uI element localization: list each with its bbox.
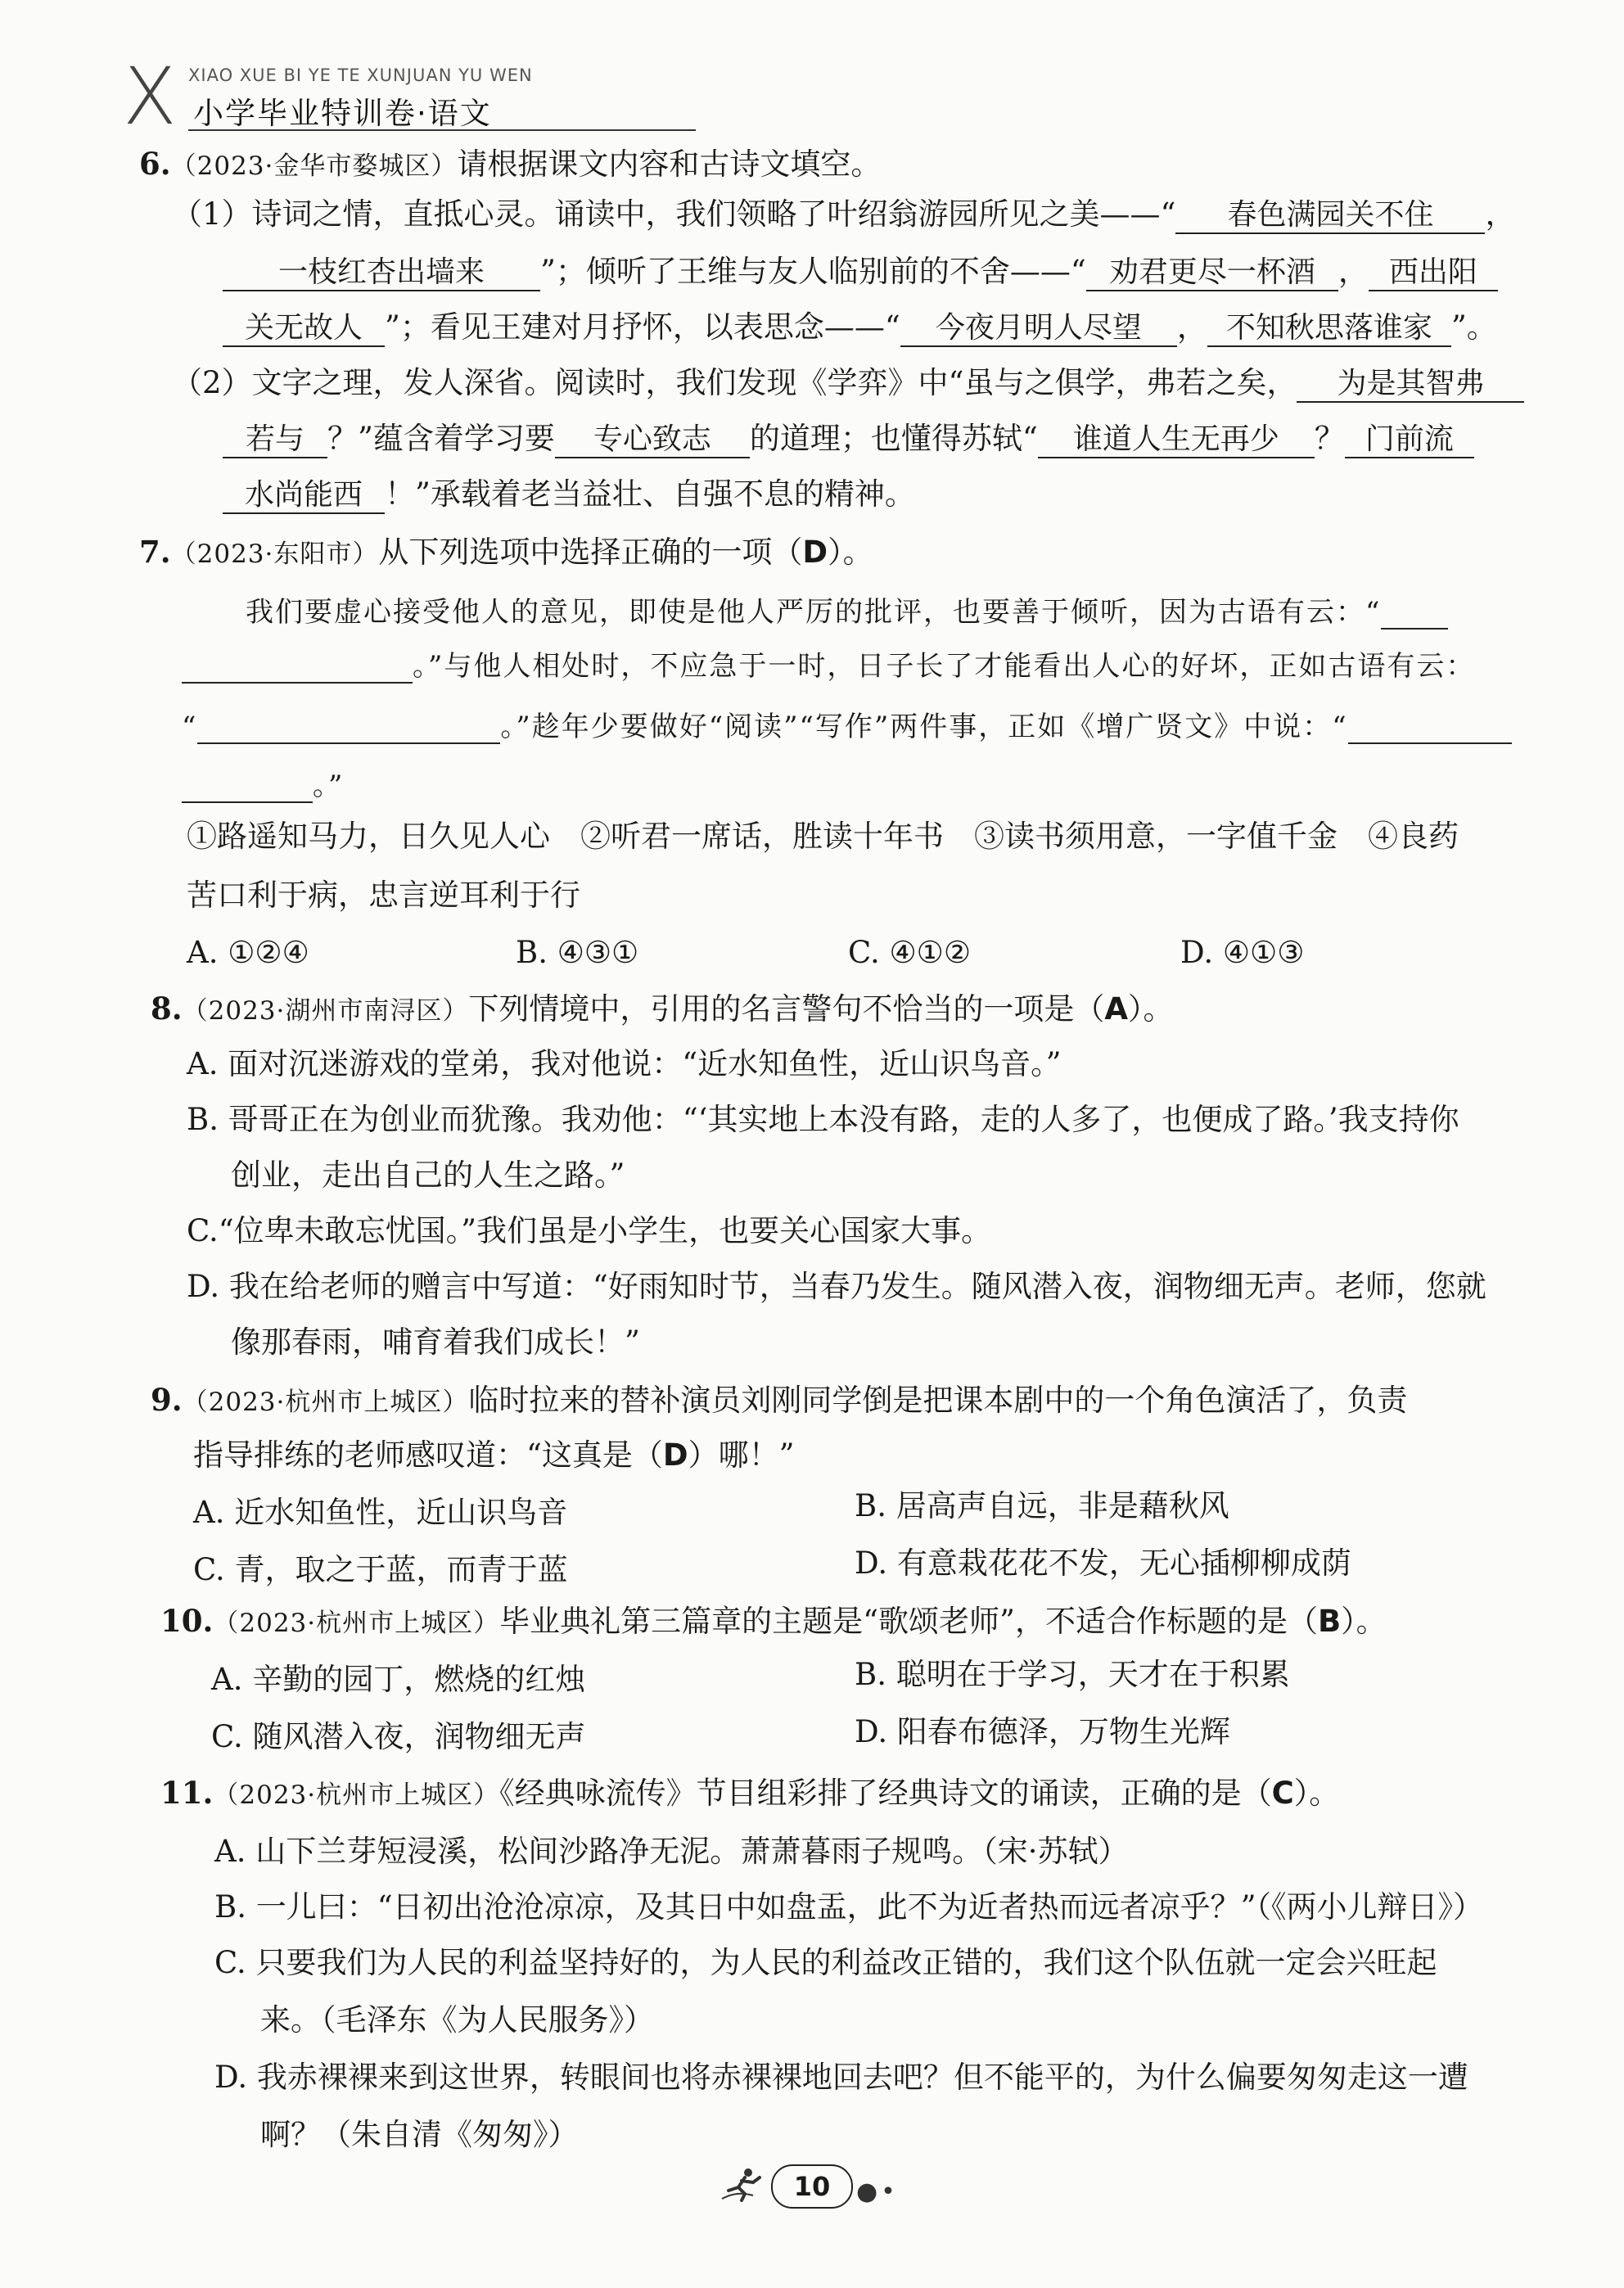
q7-option-b: B. ④③① — [516, 935, 639, 970]
q7-passage-text-2: 。”与他人相处时，不应急于一时，日子长了才能看出人心的好坏，正如古语有云： — [413, 650, 1476, 683]
q6-p1-text-c: ”；倾听了王维与友人临别前的不舍——“ — [540, 254, 1086, 289]
q7-option-c: C. ④①② — [848, 935, 972, 970]
q9-option-c: C. 青，取之于蓝，而青于蓝 — [193, 1552, 568, 1587]
q6-stem-text: 请根据课文内容和古诗文填空。 — [457, 147, 882, 182]
q7-option-d: D. ④①③ — [1180, 935, 1305, 970]
q6-p1-text-e: ”；看见王建对月抒怀，以表思念——“ — [385, 309, 900, 345]
q10-source: （2023·杭州市上城区） — [213, 1609, 500, 1638]
page-number: 10 — [771, 2164, 853, 2209]
q11-option-c-line2: 来。（毛泽东《为人民服务》） — [260, 2002, 654, 2038]
header-pinyin: XIAO XUE BI YE TE XUNJUAN YU WEN — [188, 65, 533, 85]
q7-stem-close: ）。 — [828, 535, 873, 570]
q6-p2-text-c: 的道理；也懂得苏轼“ — [749, 421, 1038, 456]
q11-answer: C — [1271, 1776, 1294, 1811]
q6-p2-answer-4b: 水尚能西 — [223, 477, 385, 514]
q6-p2-answer-4a: 门前流 — [1345, 422, 1474, 458]
q6-p2-line1 — [172, 365, 1524, 403]
q9-stem-text-2: 指导排练的老师感叹道：“这真是（ — [193, 1437, 663, 1473]
q6-p2-text-a: （2）文字之理，发人深省。阅读时，我们发现《学弈》中“虽与之俱学，弗若之矣， — [172, 365, 1297, 400]
q8-answer: A — [1104, 991, 1129, 1027]
q6-p1-answer-1: 春色满园关不住 — [1175, 197, 1485, 234]
q8-stem-text: 下列情境中，引用的名言警句不恰当的一项是（ — [468, 991, 1105, 1027]
q9-option-b: B. 居高声自远，非是藉秋风 — [855, 1488, 1229, 1523]
q8-option-b-line2: 创业，走出自己的人生之路。” — [231, 1158, 625, 1193]
page-footer — [720, 2161, 909, 2210]
q7-passage-line2 — [182, 650, 1475, 684]
q8-source: （2023·湖州市南浔区） — [182, 996, 469, 1026]
q8-option-c: C.“位卑未敢忘忧国。”我们虽是小学生，也要关心国家大事。 — [187, 1213, 992, 1248]
q6-p1-answer-4b: 关无故人 — [223, 310, 385, 347]
q11-option-c-line1: C. 只要我们为人民的利益坚持好的，为人民的利益改正错的，我们这个队伍就一定会兴旺起 — [214, 1945, 1437, 1980]
q6-p1-text-d: ， — [1338, 254, 1369, 289]
runner-icon — [720, 2166, 766, 2210]
q10-option-d: D. 阳春布德泽，万物生光辉 — [855, 1714, 1230, 1749]
q8-option-a: A. 面对沉迷游戏的堂弟，我对他说：“近水知鱼性，近山识鸟音。” — [187, 1046, 1062, 1081]
header-rule — [188, 129, 696, 131]
q7-blank-3b — [182, 774, 313, 803]
q6-p1-line2 — [223, 254, 1498, 291]
q10-option-c: C. 随风潜入夜，润物细无声 — [211, 1719, 586, 1754]
q6-p2-answer-1b: 若与 — [223, 422, 327, 458]
q7-stem — [139, 534, 873, 571]
q8-option-b-line1: B. 哥哥正在为创业而犹豫。我劝他：“‘其实地上本没有路，走的人多了，也便成了路。’我支持你 — [187, 1102, 1459, 1137]
q6-p1-text-f: ， — [1176, 309, 1207, 345]
q9-stem-text-1: 临时拉来的替补演员刘刚同学倒是把课本剧中的一个角色演活了，负责 — [468, 1383, 1408, 1418]
q7-items-line1: ①路遥知马力，日久见人心 ②听君一席话，胜读十年书 ③读书须用意，一字值千金 ④良药 — [187, 819, 1459, 854]
q7-blank-1b — [182, 654, 413, 684]
q6-p1-line3 — [223, 309, 1497, 347]
q11-stem-text: 《经典咏流传》节目组彩排了经典诗文的诵读，正确的是（ — [499, 1776, 1272, 1811]
q7-number: 7. — [139, 534, 171, 570]
q10-option-b: B. 聪明在于学习，天才在于积累 — [855, 1657, 1290, 1692]
q6-p2-answer-1a: 为是其智弗 — [1297, 366, 1524, 403]
q11-option-a: A. 山下兰芽短浸溪，松间沙路净无泥。萧萧暮雨子规鸣。（宋·苏轼） — [214, 1834, 1129, 1869]
q9-stem-line1 — [151, 1382, 1407, 1419]
q7-option-a: A. ①②④ — [187, 935, 309, 970]
footer-dots-decoration: ●• — [856, 2177, 899, 2206]
q9-stem-close: ）哪！” — [688, 1437, 795, 1473]
q8-number: 8. — [151, 991, 183, 1027]
q6-p2-answer-3: 谁道人生无再少 — [1038, 422, 1315, 458]
q7-blank-1a — [1381, 600, 1448, 630]
q7-passage-text-4: 。” — [313, 769, 345, 802]
q6-p2-answer-2: 专心致志 — [555, 422, 750, 458]
q6-p2-text-d: ？ — [1314, 421, 1345, 456]
q7-passage-line4 — [182, 769, 344, 803]
q6-p1-answer-3: 劝君更尽一杯酒 — [1086, 255, 1338, 291]
q7-blank-2 — [197, 715, 500, 744]
q9-number: 9. — [151, 1382, 183, 1418]
q6-p1-text-g: ”。 — [1450, 309, 1497, 345]
q7-passage-line1 — [246, 596, 1448, 630]
q9-option-a: A. 近水知鱼性，近山识鸟音 — [193, 1495, 568, 1530]
q11-stem-close: ）。 — [1293, 1776, 1340, 1811]
q7-passage-text-3a: “ — [182, 711, 198, 743]
q6-p2-line2 — [223, 421, 1474, 458]
q11-option-d-line1: D. 我赤裸裸来到这世界，转眼间也将赤裸裸地回去吧？但不能平的，为什么偏要匆匆走这一遭 — [214, 2060, 1468, 2095]
q6-p1-text-a: （1）诗词之情，直抵心灵。诵读中，我们领略了叶绍翁游园所见之美——“ — [172, 196, 1176, 232]
q6-p1-answer-5: 今夜月明人尽望 — [900, 310, 1177, 347]
q7-passage-line3 — [182, 711, 1512, 744]
q8-option-d-line1: D. 我在给老师的赠言中写道：“好雨知时节，当春乃发生。随风潜入夜，润物细无声。老师，您就 — [187, 1269, 1486, 1304]
q11-number: 11. — [160, 1775, 214, 1811]
q6-p1-text-b: ， — [1485, 196, 1516, 232]
q8-stem-close: ）。 — [1128, 991, 1174, 1027]
q9-answer: D — [662, 1437, 688, 1473]
q9-source: （2023·杭州市上城区） — [182, 1388, 469, 1417]
q6-p1-answer-4a: 西出阳 — [1369, 255, 1498, 291]
q7-passage-text-3b: 。”趁年少要做好“阅读”“写作”两件事，正如《增广贤文》中说：“ — [500, 711, 1348, 743]
q6-p2-line3 — [223, 476, 915, 514]
q6-p1-line1 — [172, 196, 1515, 234]
q11-source: （2023·杭州市上城区） — [213, 1780, 500, 1810]
q6-p2-text-e: ！”承载着老当益壮、自强不息的精神。 — [385, 476, 915, 512]
q6-p1-answer-2: 一枝红杏出墙来 — [223, 255, 540, 291]
header-title: 小学毕业特训卷·语文 — [193, 96, 492, 131]
q10-answer: B — [1317, 1604, 1342, 1639]
q6-p1-answer-6: 不知秋思落谁家 — [1207, 310, 1451, 347]
q6-stem — [139, 146, 881, 183]
q11-option-d-line2: 啊？（朱自清《匆匆》） — [260, 2117, 579, 2152]
q6-p2-text-b: ？”蕴含着学习要 — [327, 421, 555, 456]
q7-passage-text-1: 我们要虚心接受他人的意见，即使是他人严厉的批评，也要善于倾听，因为古语有云：“ — [246, 596, 1382, 629]
q7-stem-text: 从下列选项中选择正确的一项（ — [378, 535, 803, 570]
q7-blank-3a — [1348, 715, 1512, 744]
q10-number: 10. — [160, 1603, 214, 1639]
q7-answer: D — [802, 535, 828, 570]
q10-stem-text: 毕业典礼第三篇章的主题是“歌颂老师”，不适合作标题的是（ — [499, 1604, 1318, 1639]
q6-source: （2023·金华市婺城区） — [170, 151, 458, 181]
q10-stem — [160, 1603, 1387, 1640]
q8-stem — [151, 991, 1174, 1027]
q11-stem — [160, 1775, 1339, 1812]
q7-source: （2023·东阳市） — [170, 539, 379, 569]
q9-stem-line2 — [193, 1437, 795, 1473]
q7-items-line2: 苦口利于病，忠言逆耳利于行 — [187, 878, 580, 913]
q10-option-a: A. 辛勤的园丁，燃烧的红烛 — [211, 1662, 586, 1697]
series-logo-x: X — [123, 51, 177, 142]
q10-stem-close: ）。 — [1341, 1604, 1387, 1639]
q11-option-b: B. 一儿曰：“日初出沧沧凉凉，及其日中如盘盂，此不为近者热而远者凉乎？”（《两小儿辩日》） — [214, 1889, 1484, 1925]
q9-option-d: D. 有意栽花花不发，无心插柳柳成荫 — [855, 1546, 1351, 1581]
page-header — [123, 51, 581, 142]
q6-number: 6. — [139, 146, 171, 182]
q8-option-d-line2: 像那春雨，哺育着我们成长！” — [231, 1325, 640, 1360]
